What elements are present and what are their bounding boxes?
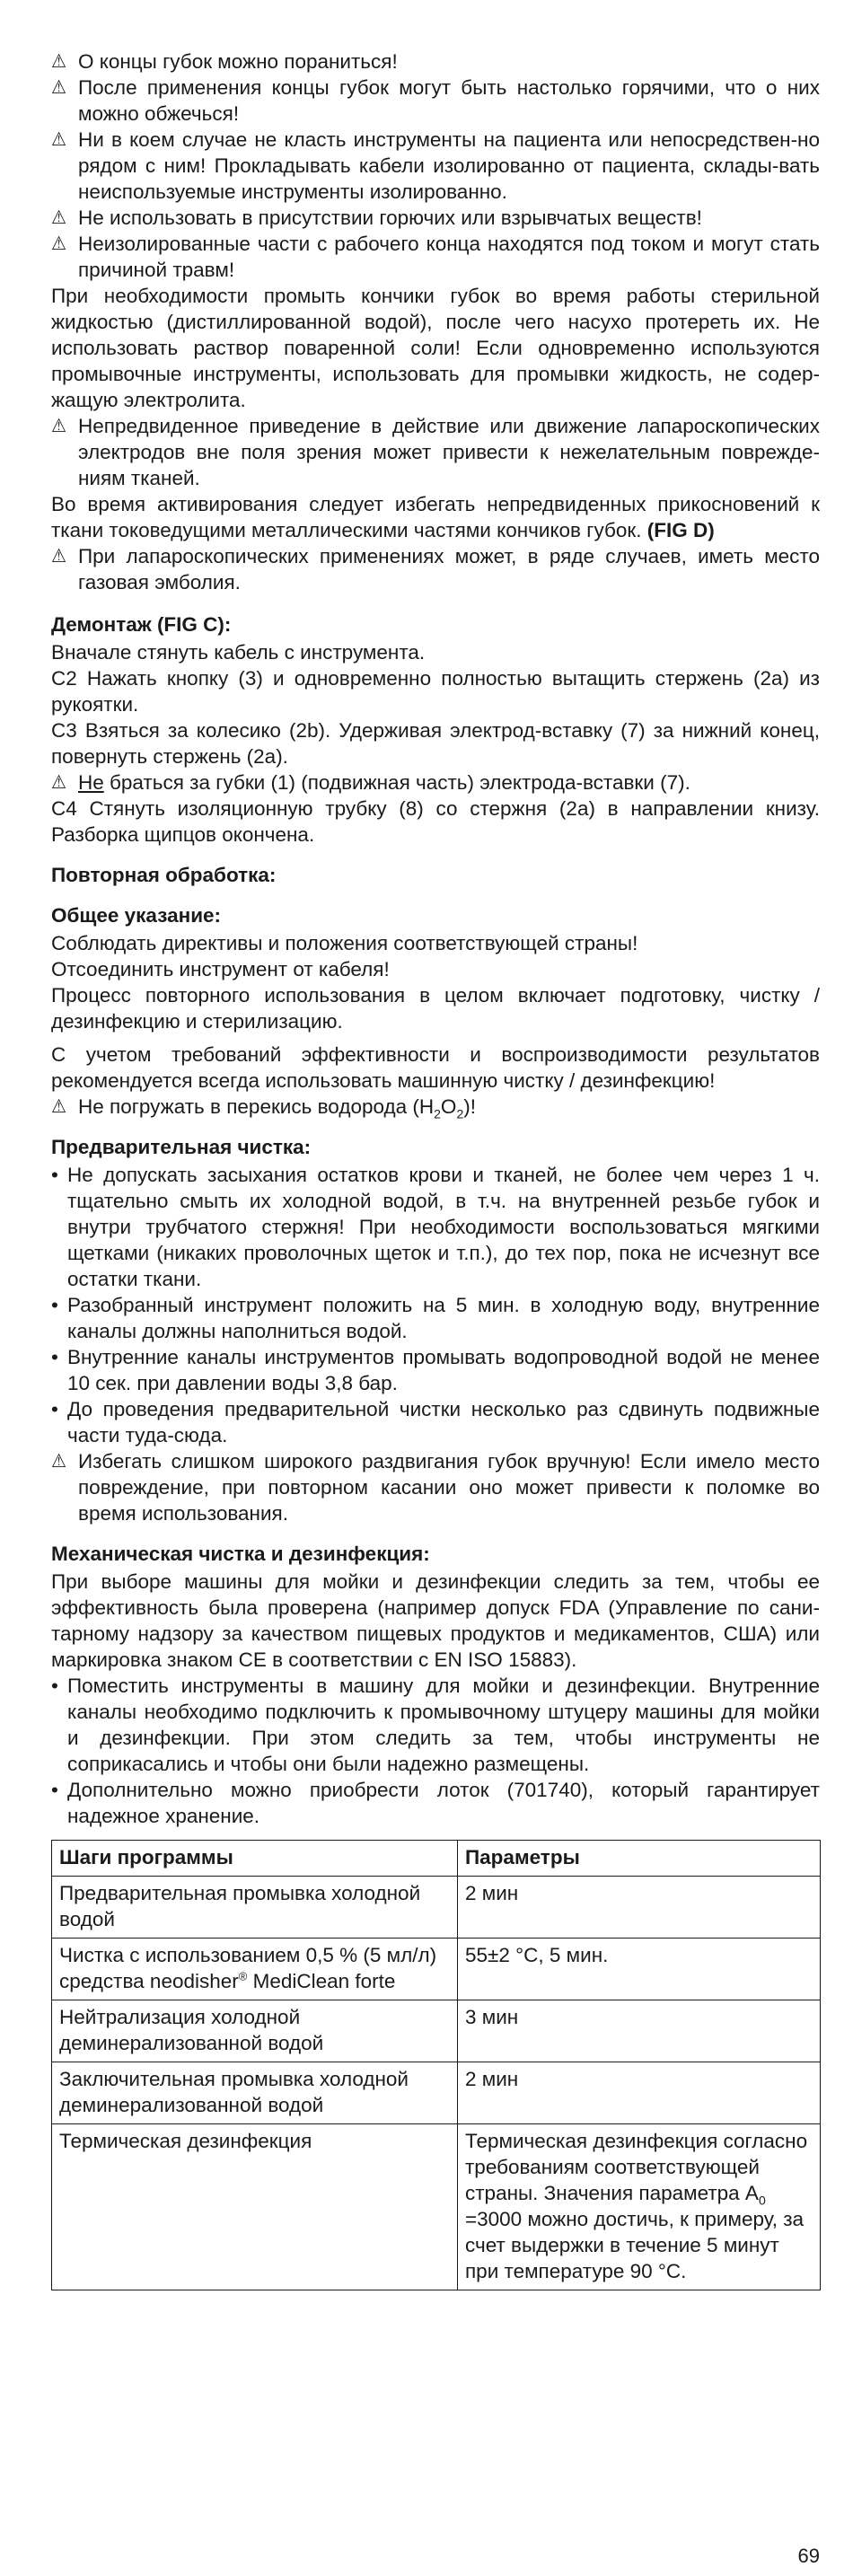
step-c4: C4 Стянуть изоляционную трубку (8) со стержня (2a) в направлении книзу. Разборка щипцов окончена. bbox=[51, 797, 820, 846]
step-c3: C3 Взяться за колесико (2b). Удерживая электрод-вставку (7) за нижний конец, повернуть стержень (2a). bbox=[51, 719, 820, 768]
section-heading: Повторная обработка: bbox=[51, 864, 277, 886]
warning-item: ⚠ Не использовать в присутствии горючих или взрывчатых веществ! bbox=[51, 207, 702, 229]
page-number: 69 bbox=[797, 2545, 820, 2567]
list-item: • Поместить инструменты в машину для мойки и дезинфекции. Внутренние каналы необходимо подключить к промывочному штуцеру машины для мойки и дезинфекции. При этом следить за тем, чтобы инструменты не соприкасались и чтобы они были надежно размещены. bbox=[51, 1675, 820, 1775]
list-item: • Дополнительно можно приобрести лоток (701740), который гарантирует надежное хранение. bbox=[51, 1779, 820, 1827]
warning-item: ⚠ Избегать слишком широкого раздвигания губок вручную! Если имело место повреждение, при повторном касании оно может привести к поломке во время использования. bbox=[51, 1450, 820, 1525]
table-cell: Термическая дезинфекция bbox=[52, 2124, 458, 2290]
table-row bbox=[52, 1877, 821, 1939]
warning-item: ⚠ Ни в коем случае не класть инструменты на пациента или непосредствен-но рядом с ним! Прокладывать кабели изолированно от пациента, склады-вать неиспользуемые инструменты изолированно. bbox=[51, 128, 820, 203]
table-cell: 3 мин bbox=[458, 2000, 821, 2062]
table-cell: Термическая дезинфекция согласно требованиям соответствующей страны. Значения параметра $A_0 =3000$ можно достичь, к примеру, за счет выдержки в течение 5 минут при температуре 90 °C. bbox=[458, 2124, 821, 2290]
text-paragraph: При выборе машины для мойки и дезинфекции следить за тем, чтобы ее эффективность была проверена (например допуск FDA (Управление по сани-тарному надзору за качеством пищевых продуктов и медикаментов, США) или маркировка знаком CE в соответствии с EN ISO 15883). bbox=[51, 1570, 820, 1671]
bullet-icon: • bbox=[51, 1779, 58, 1801]
table-header-cell: Шаги программы bbox=[52, 1841, 458, 1877]
table-cell: Чистка с использованием 0,5 % (5 мл/л) средства neodisher® MediClean forte bbox=[52, 1939, 458, 2000]
warning-item: ⚠ После применения концы губок могут быть настолько горячими, что о них можно обжечься! bbox=[51, 76, 820, 125]
table-row bbox=[52, 2062, 821, 2124]
text-line: Процесс повторного использования в целом включает подготовку, чистку / дезинфекцию и стерилизацию. bbox=[51, 984, 820, 1033]
table-cell: 2 мин bbox=[458, 2062, 821, 2124]
warning-icon: ⚠ bbox=[51, 51, 66, 72]
warning-icon: ⚠ bbox=[51, 233, 66, 254]
warning-icon: ⚠ bbox=[51, 416, 66, 436]
table-row bbox=[52, 1939, 821, 2000]
table-cell: 2 мин bbox=[458, 1877, 821, 1939]
text-line: Отсоединить инструмент от кабеля! bbox=[51, 958, 390, 980]
program-steps-table bbox=[51, 1840, 821, 2290]
table-cell: 55±2 °C, 5 мин. bbox=[458, 1939, 821, 2000]
bullet-icon: • bbox=[51, 1346, 58, 1368]
section-heading: Механическая чистка и дезинфекция: bbox=[51, 1543, 430, 1565]
table-header-row bbox=[52, 1841, 821, 1877]
section-heading: Демонтаж (FIG C): bbox=[51, 613, 232, 636]
rinse-paragraph: При необходимости промыть кончики губок во время работы стерильной жидкостью (дистиллированной водой), после чего насухо протереть их. Не использовать раствор поваренной соли! Если одновременно используются промывочные инструменты, использовать для промывки жидкость, не содер-жащую электролита. bbox=[51, 285, 820, 411]
text-line: Вначале стянуть кабель с инструмента. bbox=[51, 641, 426, 664]
text-line: Соблюдать директивы и положения соответствующей страны! bbox=[51, 932, 638, 954]
table-row bbox=[52, 2000, 821, 2062]
table-cell: Заключительная промывка холодной деминерализованной водой bbox=[52, 2062, 458, 2124]
bullet-icon: • bbox=[51, 1294, 58, 1316]
table-row bbox=[52, 2124, 821, 2290]
section-heading: Общее указание: bbox=[51, 904, 222, 927]
warning-icon: ⚠ bbox=[51, 1096, 66, 1117]
warning-item: ⚠ Не браться за губки (1) (подвижная часть) электрода-вставки (7). bbox=[51, 771, 690, 794]
warning-icon: ⚠ bbox=[51, 546, 66, 567]
warning-item: ⚠ Непредвиденное приведение в действие или движение лапароскопических электродов вне поля зрения может привести к нежелательным поврежде-ниям тканей. bbox=[51, 415, 820, 489]
warning-icon: ⚠ bbox=[51, 772, 66, 793]
table-cell: Предварительная промывка холодной водой bbox=[52, 1877, 458, 1939]
list-item: • До проведения предварительной чистки несколько раз сдвинуть подвижные части туда-сюда. bbox=[51, 1398, 820, 1446]
bullet-icon: • bbox=[51, 1398, 58, 1420]
warning-item: ⚠ Неизолированные части с рабочего конца находятся под током и могут стать причиной травм! bbox=[51, 233, 820, 281]
warning-icon: ⚠ bbox=[51, 207, 66, 228]
list-item: • Не допускать засыхания остатков крови и тканей, не более чем через 1 ч. тщательно смыть их холодной водой, в т.ч. на внутренней резьбе губок и внутри трубчатого стержня! При необходимости воспользоваться мягкими щетками (никаких проволочных щеток и т.п.), до тех пор, пока не исчезнут все остатки ткани. bbox=[51, 1164, 820, 1290]
warning-item: ⚠ Не погружать в перекись водорода $(H_2O_2)$! bbox=[51, 1095, 476, 1121]
bullet-icon: • bbox=[51, 1675, 58, 1697]
list-item: • Внутренние каналы инструментов промывать водопроводной водой не менее 10 сек. при давлении воды 3,8 бар. bbox=[51, 1346, 820, 1394]
step-c2: C2 Нажать кнопку (3) и одновременно полностью вытащить стержень (2a) из рукоятки. bbox=[51, 667, 820, 716]
bullet-icon: • bbox=[51, 1164, 58, 1186]
warning-icon: ⚠ bbox=[51, 1451, 66, 1472]
warning-icon: ⚠ bbox=[51, 129, 66, 150]
table-header-cell: Параметры bbox=[458, 1841, 821, 1877]
warning-item: ⚠ При лапароскопических применениях может, в ряде случаев, иметь место газовая эмболия. bbox=[51, 545, 820, 593]
list-item: • Разобранный инструмент положить на 5 мин. в холодную воду, внутренние каналы должны наполниться водой. bbox=[51, 1294, 820, 1342]
warning-item: ⚠ О концы губок можно пораниться! bbox=[51, 50, 398, 73]
text-line: С учетом требований эффективности и воспроизводимости результатов рекомендуется всегда использовать машинную чистку / дезинфекцию! bbox=[51, 1043, 820, 1092]
activation-paragraph: Во время активирования следует избегать непредвиденных прикосновений к ткани токоведущими металлическими частями кончиков губок. (FIG D) bbox=[51, 493, 820, 541]
table-cell: Нейтрализация холодной деминерализованной водой bbox=[52, 2000, 458, 2062]
section-heading: Предварительная чистка: bbox=[51, 1136, 312, 1158]
figure-reference: (FIG D) bbox=[646, 519, 715, 541]
document-page bbox=[51, 48, 820, 2290]
warning-icon: ⚠ bbox=[51, 77, 66, 98]
